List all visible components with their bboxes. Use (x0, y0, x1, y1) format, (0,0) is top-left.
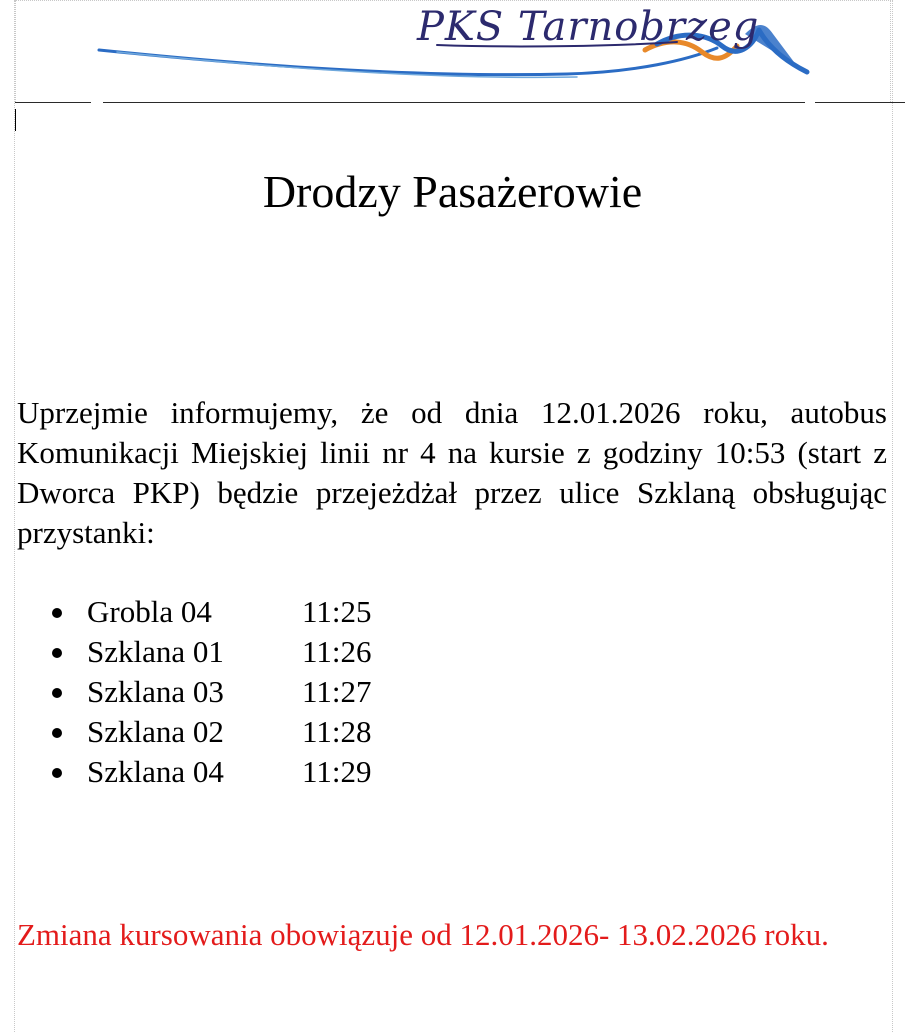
stop-name: Grobla 04 (87, 594, 212, 629)
right-margin-guide (892, 0, 893, 1032)
stop-time: 11:29 (302, 754, 372, 789)
header-rule-gap (805, 102, 815, 103)
document-title[interactable]: Drodzy Pasażerowie (262, 166, 643, 217)
list-item[interactable] (52, 632, 652, 672)
stop-time: 11:25 (302, 594, 372, 629)
stop-name: Szklana 04 (87, 754, 224, 789)
list-item[interactable] (52, 752, 652, 792)
document-header[interactable] (15, 0, 892, 103)
stop-time: 11:26 (302, 634, 372, 669)
stops-list (52, 592, 652, 792)
stop-name: Szklana 02 (87, 714, 224, 749)
bullet-icon (52, 768, 62, 778)
header-rule-gap (91, 102, 103, 103)
bullet-icon (52, 648, 62, 658)
company-logo (97, 0, 817, 92)
left-margin-guide (14, 0, 15, 1032)
validity-notice[interactable]: Zmiana kursowania obowiązuje od 12.01.2026- 13.02.2026 roku. (17, 917, 829, 952)
stop-name: Szklana 01 (87, 634, 224, 669)
stop-time: 11:27 (302, 674, 372, 709)
header-separator-line (15, 102, 905, 103)
stop-name: Szklana 03 (87, 674, 224, 709)
bullet-icon (52, 688, 62, 698)
bullet-icon (52, 728, 62, 738)
bullet-icon (52, 608, 62, 618)
announcement-paragraph[interactable]: Uprzejmie informujemy, że od dnia 12.01.2026 roku, autobus Komunikacji Miejskiej linii nr 4 na kursie z godziny 10:53 (start z Dworca PKP) będzie przejeżdżał przez ulice Szklaną obsługując przystanki: (17, 395, 887, 550)
logo-text: PKS Tarnobrzeg (417, 4, 760, 50)
list-item[interactable] (52, 592, 652, 632)
text-cursor (15, 109, 16, 131)
list-item[interactable] (52, 712, 652, 752)
list-item[interactable] (52, 672, 652, 712)
stop-time: 11:28 (302, 714, 372, 749)
